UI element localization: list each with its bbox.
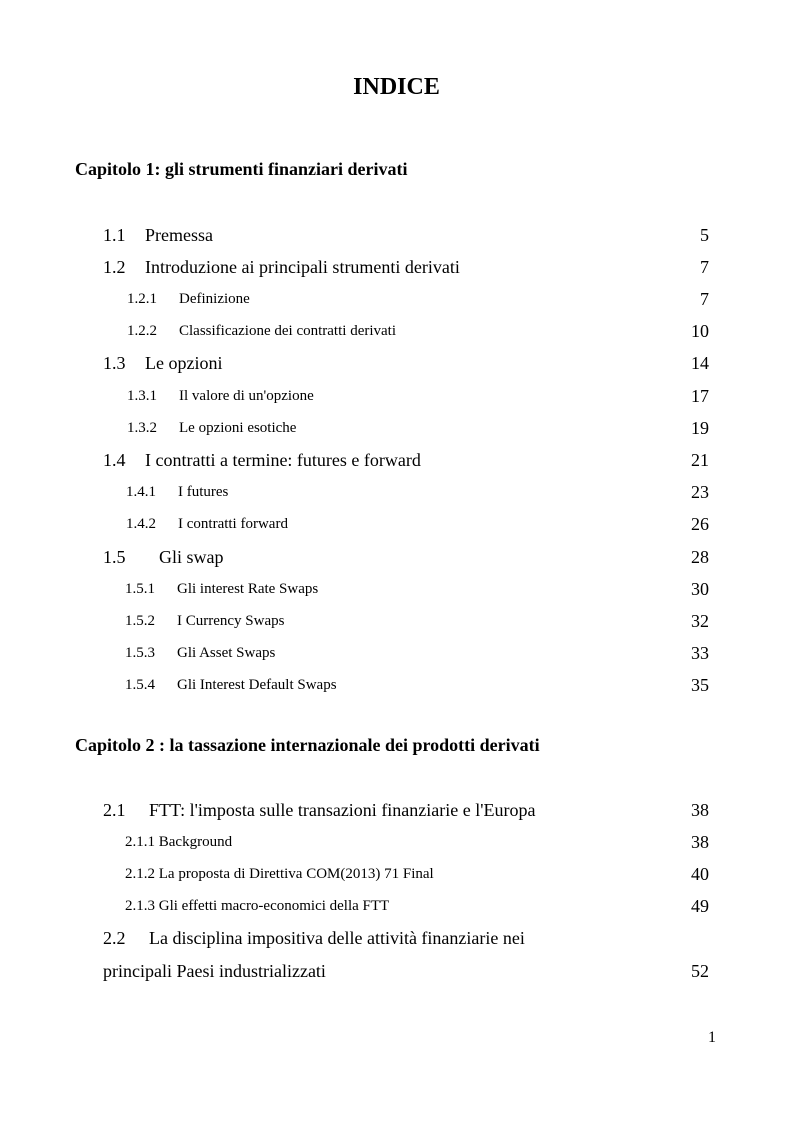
toc-page: 7 xyxy=(700,289,709,309)
toc-entry[interactable]: 2.1.2 La proposta di Direttiva COM(2013) 71 Final xyxy=(125,866,434,882)
toc-number: 1.2.1 xyxy=(127,291,157,307)
toc-page: 32 xyxy=(691,611,709,631)
page-number: 1 xyxy=(708,1029,716,1046)
toc-label: Gli interest Rate Swaps xyxy=(177,581,319,597)
page-title: INDICE xyxy=(353,74,440,100)
toc-page: 33 xyxy=(691,643,709,663)
chapter-2-heading: Capitolo 2 : la tassazione internazionale dei prodotti derivati xyxy=(75,735,540,755)
chapter-1-heading: Capitolo 1: gli strumenti finanziari derivati xyxy=(75,159,408,179)
toc-entry[interactable]: 2.1.3 Gli effetti macro-economici della FTT xyxy=(125,898,390,914)
toc-page: 5 xyxy=(700,225,709,245)
toc-label: I contratti a termine: futures e forward xyxy=(145,450,421,470)
toc-entry[interactable] xyxy=(103,257,460,278)
toc-label-continued[interactable]: principali Paesi industrializzati xyxy=(103,961,326,981)
toc-label: Gli swap xyxy=(159,547,224,567)
toc-page: 35 xyxy=(691,675,709,695)
toc-entry[interactable] xyxy=(103,353,222,374)
toc-number: 1.4 xyxy=(103,450,126,470)
toc-page: 26 xyxy=(691,514,709,534)
toc-number: 2.1 xyxy=(103,800,126,820)
toc-entry[interactable] xyxy=(127,388,314,405)
toc-label: Le opzioni xyxy=(145,353,223,373)
toc-entry[interactable] xyxy=(126,484,228,501)
toc-page: 21 xyxy=(691,450,709,470)
toc-entry[interactable] xyxy=(103,800,535,821)
toc-entry[interactable] xyxy=(127,291,250,308)
toc-page: 38 xyxy=(691,832,709,852)
toc-entry[interactable] xyxy=(127,420,296,437)
toc-label: Introduzione ai principali strumenti derivati xyxy=(145,257,460,277)
toc-page: 52 xyxy=(691,961,709,981)
toc-page: 19 xyxy=(691,418,709,438)
toc-number: 1.3 xyxy=(103,353,126,373)
toc-label: Definizione xyxy=(179,291,250,307)
toc-page: 28 xyxy=(691,547,709,567)
toc-page: 30 xyxy=(691,579,709,599)
toc-page: 49 xyxy=(691,896,709,916)
toc-entry[interactable] xyxy=(125,581,318,598)
toc-label: La disciplina impositiva delle attività finanziarie nei xyxy=(149,928,525,948)
toc-label: FTT: l'imposta sulle transazioni finanziarie e l'Europa xyxy=(149,800,536,820)
toc-label: Le opzioni esotiche xyxy=(179,420,297,436)
toc-page: 17 xyxy=(691,386,709,406)
toc-number: 1.5.3 xyxy=(125,645,155,661)
toc-number: 1.2 xyxy=(103,257,126,277)
toc-page: 38 xyxy=(691,800,709,820)
toc-number: 1.4.2 xyxy=(126,516,156,532)
toc-label: I contratti forward xyxy=(178,516,288,532)
toc-number: 1.5.4 xyxy=(125,677,155,693)
toc-page: 7 xyxy=(700,257,709,277)
toc-label: Il valore di un'opzione xyxy=(179,388,314,404)
toc-label: Gli Asset Swaps xyxy=(177,645,276,661)
toc-number: 1.5.2 xyxy=(125,613,155,629)
toc-entry[interactable] xyxy=(103,225,213,246)
toc-label: Gli Interest Default Swaps xyxy=(177,677,337,693)
toc-entry[interactable] xyxy=(103,547,224,568)
toc-number: 1.3.2 xyxy=(127,420,157,436)
toc-label: Classificazione dei contratti derivati xyxy=(179,323,397,339)
toc-number: 1.1 xyxy=(103,225,126,245)
toc-label: I Currency Swaps xyxy=(177,613,285,629)
toc-entry[interactable] xyxy=(125,677,337,694)
toc-label: Premessa xyxy=(145,225,213,245)
toc-entry[interactable] xyxy=(103,928,525,949)
toc-entry[interactable] xyxy=(126,516,288,533)
toc-number: 1.5.1 xyxy=(125,581,155,597)
toc-page: 14 xyxy=(691,353,709,373)
toc-label: I futures xyxy=(178,484,229,500)
toc-entry[interactable] xyxy=(125,645,275,662)
toc-entry[interactable] xyxy=(103,450,421,471)
toc-number: 1.3.1 xyxy=(127,388,157,404)
toc-page: 23 xyxy=(691,482,709,502)
toc-entry[interactable] xyxy=(127,323,396,340)
toc-page: 40 xyxy=(691,864,709,884)
toc-page: 10 xyxy=(691,321,709,341)
toc-number: 1.2.2 xyxy=(127,323,157,339)
toc-entry[interactable] xyxy=(125,613,284,630)
toc-number: 2.2 xyxy=(103,928,126,948)
toc-number: 1.5 xyxy=(103,547,126,567)
toc-number: 1.4.1 xyxy=(126,484,156,500)
toc-entry[interactable]: 2.1.1 Background xyxy=(125,834,233,850)
